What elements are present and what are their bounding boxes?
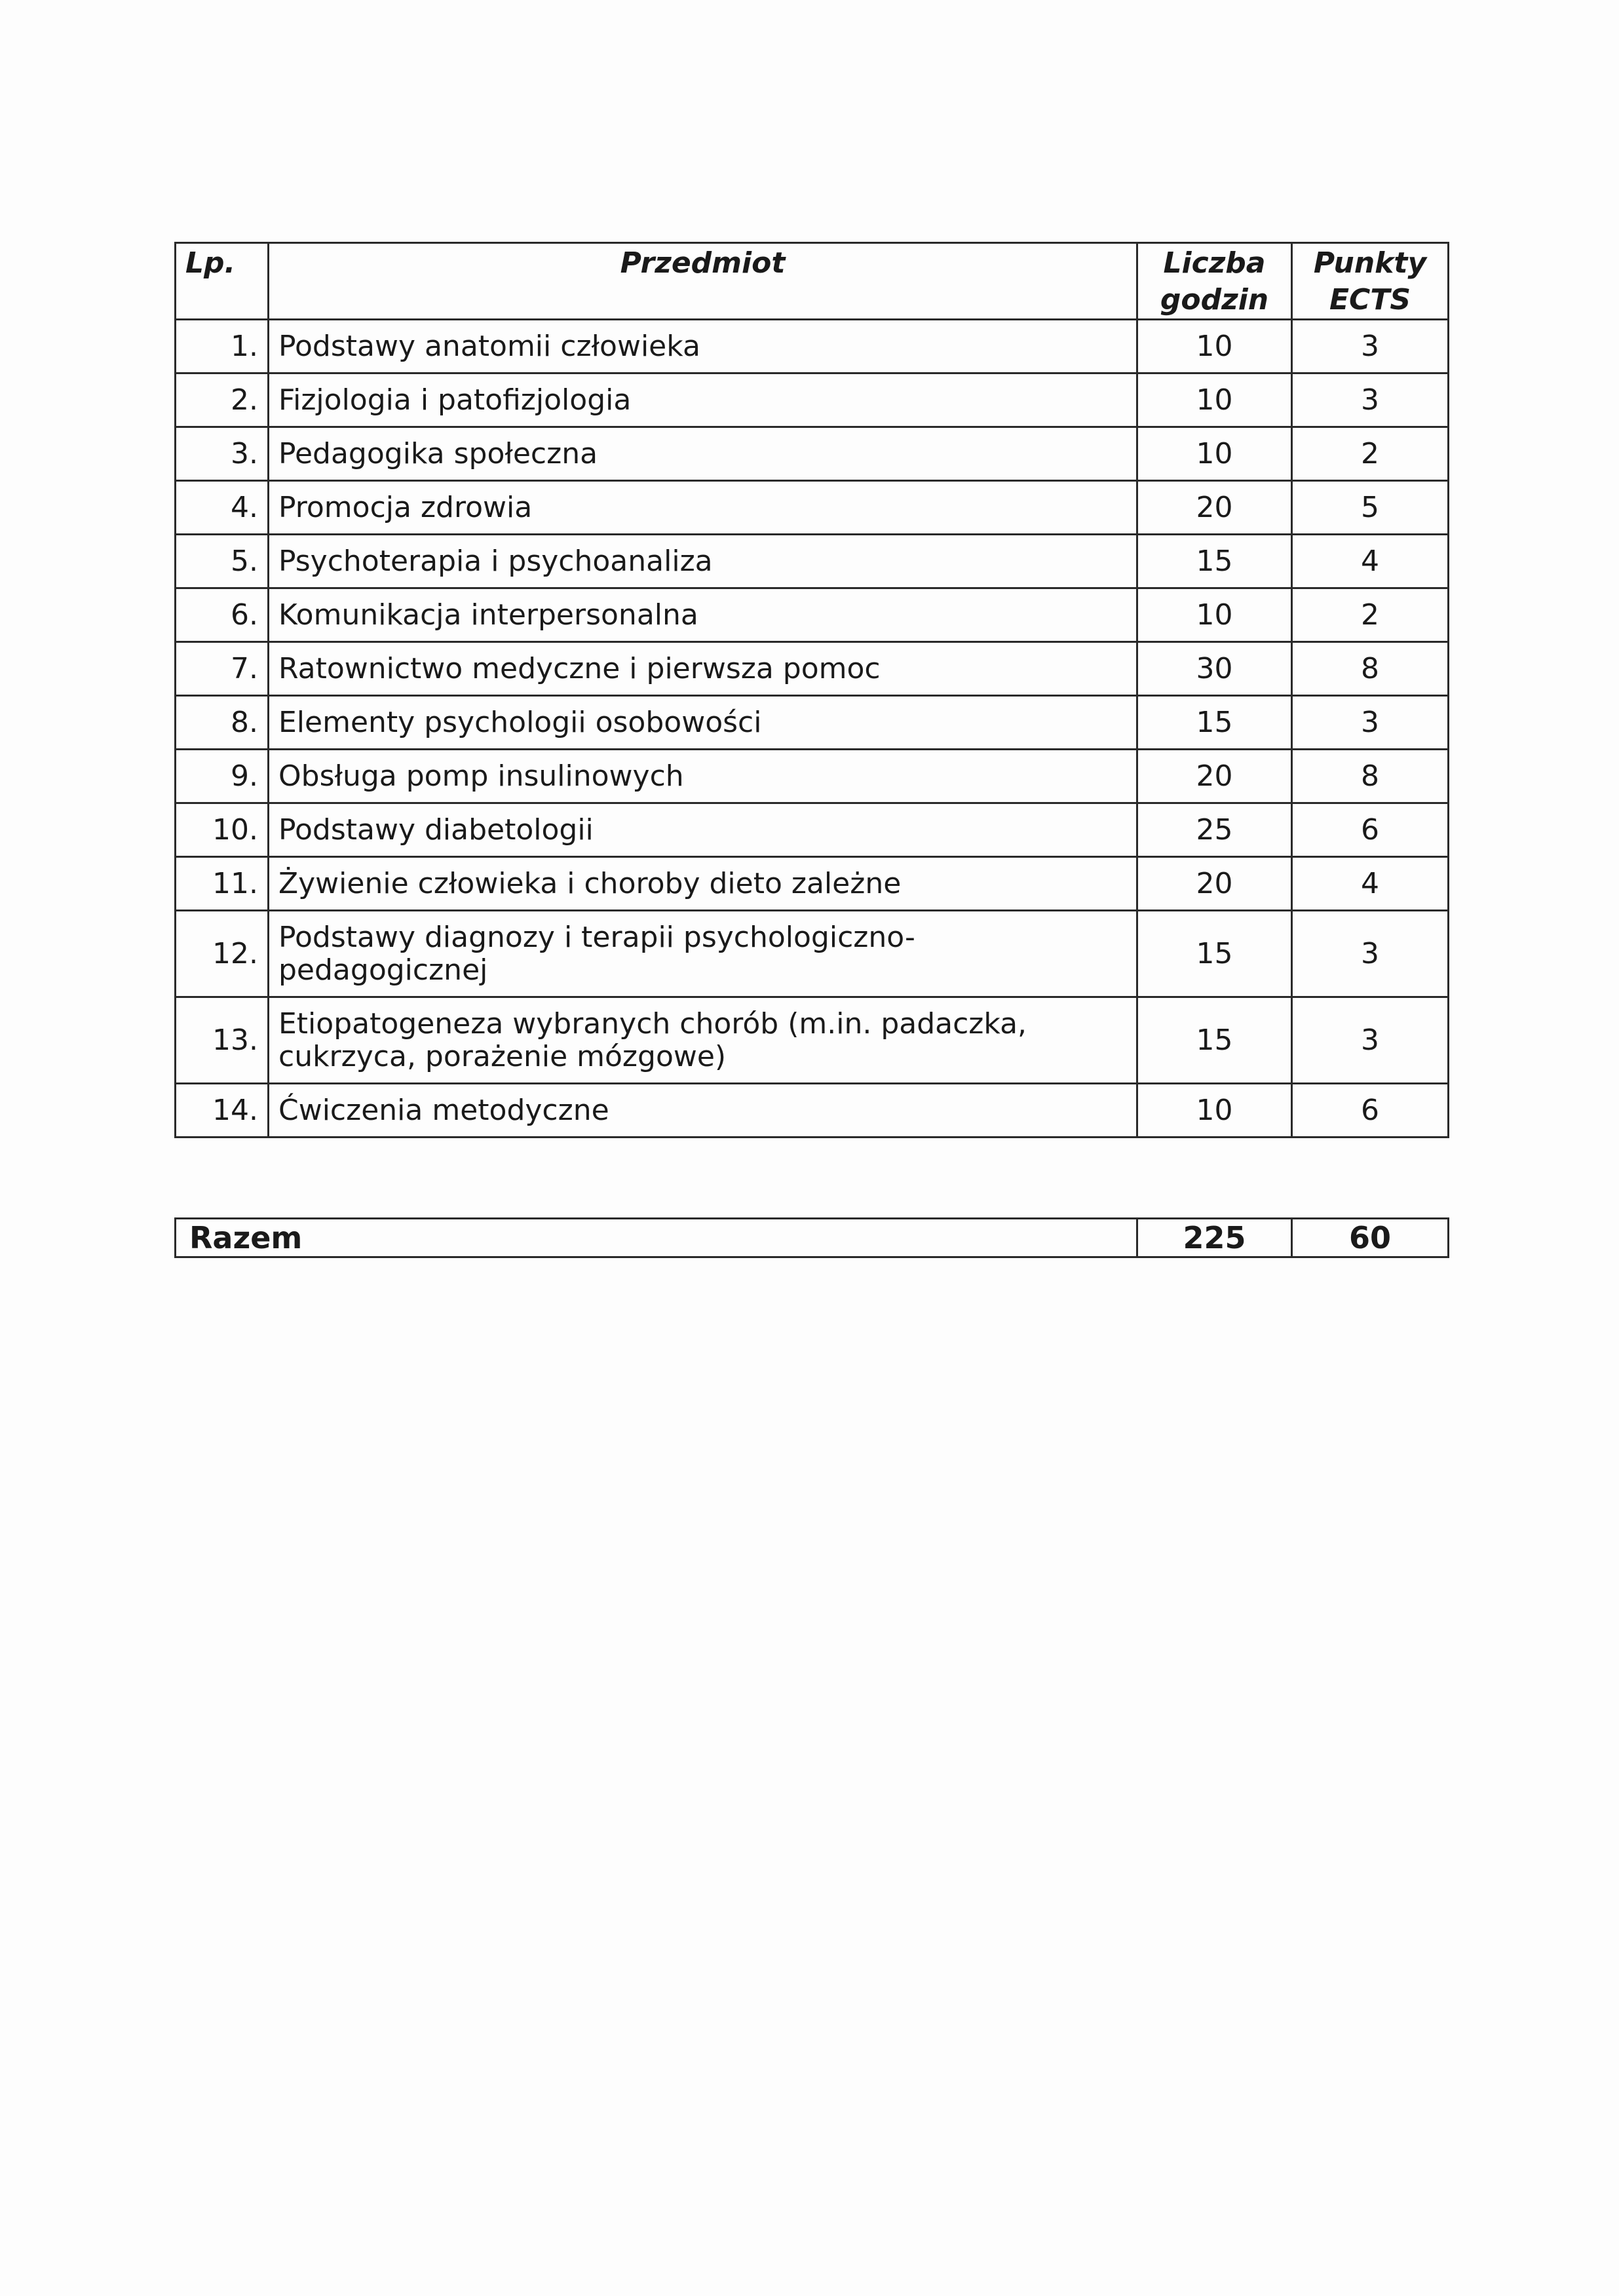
row-hours: 10 [1137,1084,1292,1138]
row-hours: 15 [1137,911,1292,997]
table-row [176,750,1449,803]
header-ects [1292,243,1449,320]
header-hours-line1: Liczba [1163,246,1266,280]
table-row [176,642,1449,696]
row-hours: 20 [1137,750,1292,803]
row-subject: Podstawy diabetologii [269,803,1137,857]
table-row [176,481,1449,535]
header-hours [1137,243,1292,320]
row-lp: 4. [176,481,269,535]
row-hours: 15 [1137,696,1292,750]
table-row [176,997,1449,1084]
table-row [176,373,1449,427]
row-ects: 8 [1292,642,1449,696]
row-ects: 6 [1292,1084,1449,1138]
table-row [176,857,1449,911]
row-subject: Ćwiczenia metodyczne [269,1084,1137,1138]
row-ects: 3 [1292,696,1449,750]
row-lp: 8. [176,696,269,750]
row-subject [269,911,1137,997]
table-row [176,1084,1449,1138]
row-lp: 5. [176,535,269,588]
row-subject-line1: Podstawy diagnozy i terapii psychologiczno- [278,920,915,954]
row-ects: 2 [1292,588,1449,642]
row-lp: 11. [176,857,269,911]
header-lp: Lp. [176,243,269,320]
row-lp: 2. [176,373,269,427]
header-ects-line1: Punkty [1313,246,1427,280]
row-hours: 10 [1137,588,1292,642]
row-subject: Promocja zdrowia [269,481,1137,535]
table-row [176,320,1449,373]
row-subject: Komunikacja interpersonalna [269,588,1137,642]
row-ects: 3 [1292,373,1449,427]
total-ects: 60 [1292,1219,1449,1257]
table-row [176,427,1449,481]
row-lp: 12. [176,911,269,997]
row-subject-line1: Etiopatogeneza wybranych chorób (m.in. padaczka, [278,1006,1027,1041]
row-subject [269,997,1137,1084]
row-lp: 7. [176,642,269,696]
table-header-row [176,243,1449,320]
row-subject-line2: pedagogicznej [278,953,488,987]
row-ects: 2 [1292,427,1449,481]
row-hours: 10 [1137,373,1292,427]
row-subject: Obsługa pomp insulinowych [269,750,1137,803]
row-lp: 13. [176,997,269,1084]
row-subject: Podstawy anatomii człowieka [269,320,1137,373]
row-subject: Fizjologia i patofizjologia [269,373,1137,427]
row-ects: 4 [1292,535,1449,588]
row-lp: 1. [176,320,269,373]
row-lp: 10. [176,803,269,857]
row-ects: 6 [1292,803,1449,857]
row-hours: 25 [1137,803,1292,857]
row-ects: 3 [1292,997,1449,1084]
table-row [176,588,1449,642]
row-lp: 14. [176,1084,269,1138]
total-label: Razem [176,1219,1137,1257]
row-subject: Elementy psychologii osobowości [269,696,1137,750]
table-row [176,911,1449,997]
table-row [176,696,1449,750]
header-subject: Przedmiot [269,243,1137,320]
total-hours: 225 [1137,1219,1292,1257]
row-ects: 4 [1292,857,1449,911]
row-hours: 15 [1137,535,1292,588]
row-hours: 20 [1137,857,1292,911]
subjects-table [174,242,1449,1138]
row-subject: Ratownictwo medyczne i pierwsza pomoc [269,642,1137,696]
header-ects-line2: ECTS [1329,283,1411,316]
row-ects: 3 [1292,320,1449,373]
row-lp: 3. [176,427,269,481]
table-row [176,803,1449,857]
row-ects: 3 [1292,911,1449,997]
row-hours: 20 [1137,481,1292,535]
total-row [176,1219,1449,1257]
row-ects: 5 [1292,481,1449,535]
row-hours: 10 [1137,320,1292,373]
header-hours-line2: godzin [1160,283,1269,316]
row-subject-line2: cukrzyca, porażenie mózgowe) [278,1039,727,1073]
row-lp: 6. [176,588,269,642]
row-hours: 10 [1137,427,1292,481]
row-subject: Pedagogika społeczna [269,427,1137,481]
row-hours: 30 [1137,642,1292,696]
row-lp: 9. [176,750,269,803]
total-table [174,1217,1449,1258]
row-subject: Żywienie człowieka i choroby dieto zależne [269,857,1137,911]
table-row [176,535,1449,588]
row-subject: Psychoterapia i psychoanaliza [269,535,1137,588]
row-ects: 8 [1292,750,1449,803]
row-hours: 15 [1137,997,1292,1084]
